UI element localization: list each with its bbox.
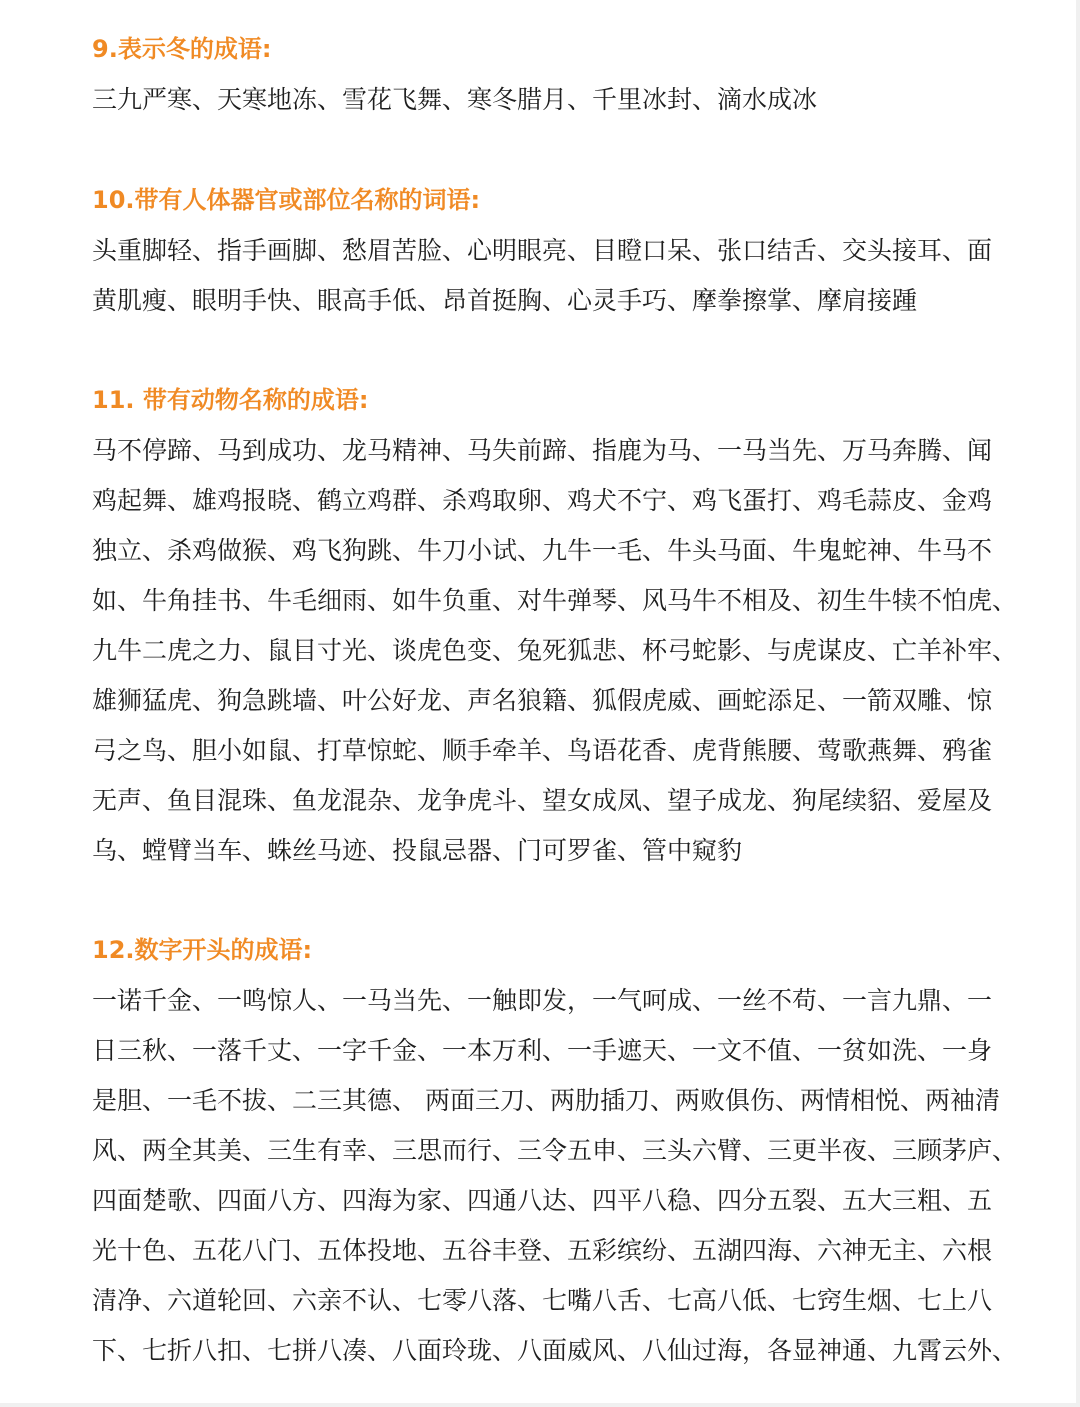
section-winter-idioms	[92, 34, 1052, 125]
section-heading: 9.表示冬的成语:	[92, 35, 272, 63]
section-number-idioms	[92, 935, 1052, 1376]
page-edge-bottom	[0, 1403, 1080, 1407]
page-edge-right	[1076, 0, 1080, 1407]
text-line: 弓之鸟、胆小如鼠、打草惊蛇、顺手牵羊、鸟语花香、虎背熊腰、莺歌燕舞、鸦雀	[92, 736, 993, 765]
section-body	[92, 976, 1052, 1376]
text-line: 一诺千金、一鸣惊人、一马当先、一触即发，一气呵成、一丝不苟、一言九鼎、一	[92, 986, 993, 1015]
text-line: 马不停蹄、马到成功、龙马精神、马失前蹄、指鹿为马、一马当先、万马奔腾、闻	[92, 436, 993, 465]
section-body	[92, 426, 1052, 876]
section-heading: 10.带有人体器官或部位名称的词语:	[92, 186, 481, 214]
text-line: 四面楚歌、四面八方、四海为家、四通八达、四平八稳、四分五裂、五大三粗、五	[92, 1186, 993, 1215]
section-body-part-idioms	[92, 185, 1052, 326]
section-heading: 11. 带有动物名称的成语:	[92, 386, 369, 414]
section-body	[92, 226, 1052, 326]
section-animal-idioms	[92, 385, 1052, 876]
text-line: 下、七折八扣、七拼八凑、八面玲珑、八面威风、八仙过海，各显神通、九霄云外、	[92, 1336, 1018, 1365]
text-line: 清净、六道轮回、六亲不认、七零八落、七嘴八舌、七高八低、七窍生烟、七上八	[92, 1286, 993, 1315]
text-line: 独立、杀鸡做猴、鸡飞狗跳、牛刀小试、九牛一毛、牛头马面、牛鬼蛇神、牛马不	[92, 536, 993, 565]
text-line: 乌、螳臂当车、蛛丝马迹、投鼠忌器、门可罗雀、管中窥豹	[92, 836, 743, 865]
text-line: 雄狮猛虎、狗急跳墙、叶公好龙、声名狼籍、狐假虎威、画蛇添足、一箭双雕、惊	[92, 686, 993, 715]
text-line: 九牛二虎之力、鼠目寸光、谈虎色变、兔死狐悲、杯弓蛇影、与虎谋皮、亡羊补牢、	[92, 636, 1018, 665]
text-line: 风、两全其美、三生有幸、三思而行、三令五申、三头六臂、三更半夜、三顾茅庐、	[92, 1136, 1018, 1165]
text-line: 是胆、一毛不拔、二三其德、 两面三刀、两肋插刀、两败俱伤、两情相悦、两袖清	[92, 1086, 1000, 1115]
section-heading: 12.数字开头的成语:	[92, 936, 313, 964]
section-body	[92, 75, 1052, 125]
text-line: 光十色、五花八门、五体投地、五谷丰登、五彩缤纷、五湖四海、六神无主、六根	[92, 1236, 993, 1265]
text-line: 日三秋、一落千丈、一字千金、一本万利、一手遮天、一文不值、一贫如洗、一身	[92, 1036, 993, 1065]
text-line: 无声、鱼目混珠、鱼龙混杂、龙争虎斗、望女成凤、望子成龙、狗尾续貂、爱屋及	[92, 786, 993, 815]
text-line: 鸡起舞、雄鸡报晓、鹤立鸡群、杀鸡取卵、鸡犬不宁、鸡飞蛋打、鸡毛蒜皮、金鸡	[92, 486, 993, 515]
text-line: 黄肌瘦、眼明手快、眼高手低、昂首挺胸、心灵手巧、摩拳擦掌、摩肩接踵	[92, 286, 918, 315]
text-line: 头重脚轻、指手画脚、愁眉苦脸、心明眼亮、目瞪口呆、张口结舌、交头接耳、面	[92, 236, 993, 265]
text-line: 三九严寒、天寒地冻、雪花飞舞、寒冬腊月、千里冰封、滴水成冰	[92, 85, 818, 114]
text-line: 如、牛角挂书、牛毛细雨、如牛负重、对牛弹琴、风马牛不相及、初生牛犊不怕虎、	[92, 586, 1018, 615]
